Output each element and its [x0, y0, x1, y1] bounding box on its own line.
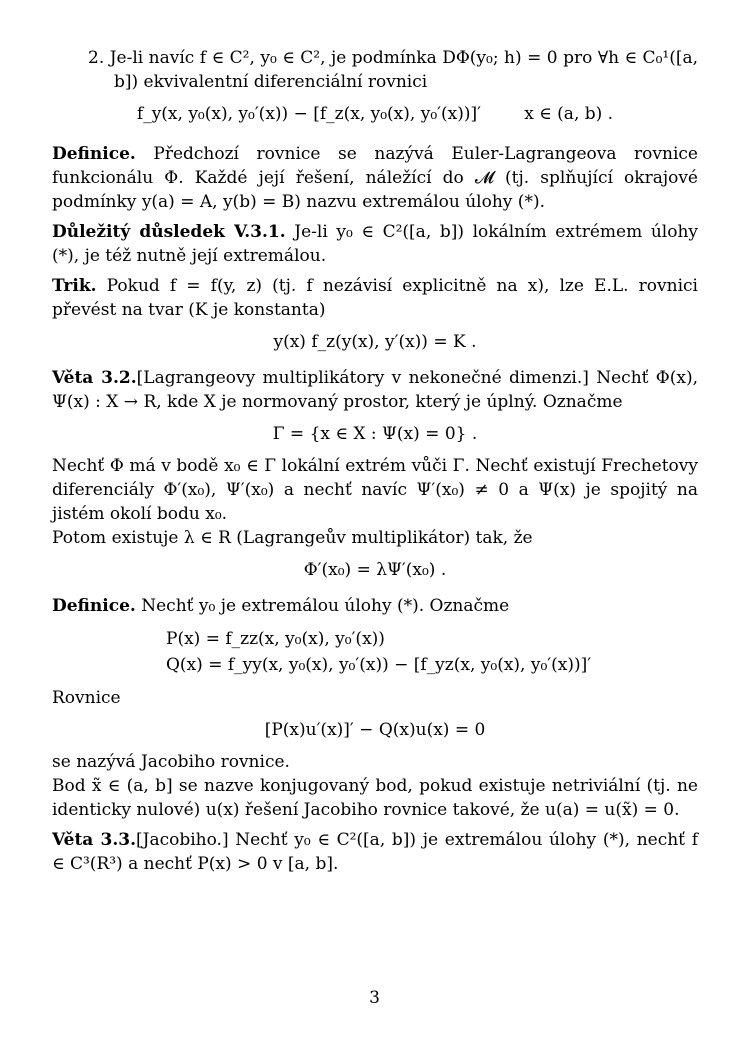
definition-label: Definice.: [52, 144, 136, 164]
definition-text: Nechť y₀ je extremálou úlohy (*). Označme: [141, 596, 510, 616]
theorem-3-2-conclusion: Potom existuje λ ∈ R (Lagrangeův multiplikátor) tak, že: [52, 528, 533, 548]
page-number: 3: [369, 988, 380, 1008]
p-equation: P(x) = f_zz(x, y₀(x), y₀′(x)): [166, 629, 385, 649]
trick-text: Pokud f = f(y, z) (tj. f nezávisí explicitně na x), lze E.L. rovnici převést na tvar (K je konstanta): [52, 276, 698, 320]
lagrange-multiplier-equation: Φ′(x₀) = λΨ′(x₀) .: [303, 560, 447, 580]
theorem-text: Nechť Φ(x), Ψ(x) : X → R, kde X je normovaný prostor, který je úplný. Označme: [52, 368, 699, 412]
conjugate-point-definition: Bod x̃ ∈ (a, b] se nazve konjugovaný bod, pokud existuje netriviální (tj. ne identicky nulové) u(x) řešení Jacobiho rovnice takové, že u(a) = u(x̃) = 0.: [52, 776, 698, 820]
theorem-label: Věta 3.3.: [52, 830, 137, 850]
theorem-title: [Jacobiho.]: [136, 830, 229, 850]
trick-equation: y(x) f_z(y(x), y′(x)) = K .: [273, 332, 477, 352]
pq-definitions: [52, 626, 698, 678]
item-number: 2.: [88, 48, 105, 68]
gamma-set-equation: Γ = {x ∈ X : Ψ(x) = 0} .: [272, 424, 478, 444]
definition-label: Definice.: [52, 596, 136, 616]
theorem-3-3: [52, 828, 698, 876]
trick-label: Trik.: [52, 276, 97, 296]
theorem-3-2: [52, 366, 698, 414]
theorem-title: [Lagrangeovy multiplikátory v nekonečné dimenzi.]: [136, 368, 589, 388]
theorem-label: Věta 3.2.: [52, 368, 137, 388]
definition-text: Předchozí rovnice se nazývá Euler-Lagrangeova rovnice funkcionálu Φ. Každé její řešení, náležící do 𝓜 (tj. splňující okrajové podmínky y(a) = A, y(b) = B) nazvu extremálou úlohy (*).: [52, 144, 698, 212]
corollary-label: Důležitý důsledek V.3.1.: [52, 222, 286, 242]
page-content: [52, 46, 698, 876]
important-corollary: [52, 220, 698, 268]
item-2: [52, 46, 698, 94]
rovnice-label: Rovnice: [52, 688, 121, 708]
theorem-3-2-conditions: Nechť Φ má v bodě x₀ ∈ Γ lokální extrém vůči Γ. Nechť existují Frechetovy diferenciály Φ′(x₀), Ψ′(x₀) a nechť navíc Ψ′(x₀) ≠ 0 a Ψ(x) je spojitý na jistém okolí bodu x₀.: [52, 456, 698, 524]
q-equation: Q(x) = f_yy(x, y₀(x), y₀′(x)) − [f_yz(x, y₀(x), y₀′(x))]′: [166, 655, 592, 675]
item-text: Je-li navíc f ∈ C², y₀ ∈ C², je podmínka DΦ(y₀; h) = 0 pro ∀h ∈ C₀¹([a, b]) ekvivalentní diferenciální rovnici: [109, 48, 699, 92]
theorem-text: Nechť y₀ ∈ C²([a, b]) je extremálou úlohy (*), nechť f ∈ C³(R³) a nechť P(x) > 0 v [a, b].: [52, 830, 698, 874]
trick-paragraph: [52, 274, 698, 322]
jacobi-equation: [P(x)u′(x)]′ − Q(x)u(x) = 0: [264, 720, 486, 740]
euler-lagrange-equation: f_y(x, y₀(x), y₀′(x)) − [f_z(x, y₀(x), y₀′(x))]′ x ∈ (a, b) .: [136, 104, 614, 124]
corollary-text: Je-li y₀ ∈ C²([a, b]) lokálním extrémem úlohy (*), je též nutně její extremálou.: [52, 222, 698, 266]
definition-jacobi: [52, 594, 698, 618]
definition-euler-lagrange: [52, 142, 698, 214]
jacobi-naming: se nazývá Jacobiho rovnice.: [52, 752, 290, 772]
